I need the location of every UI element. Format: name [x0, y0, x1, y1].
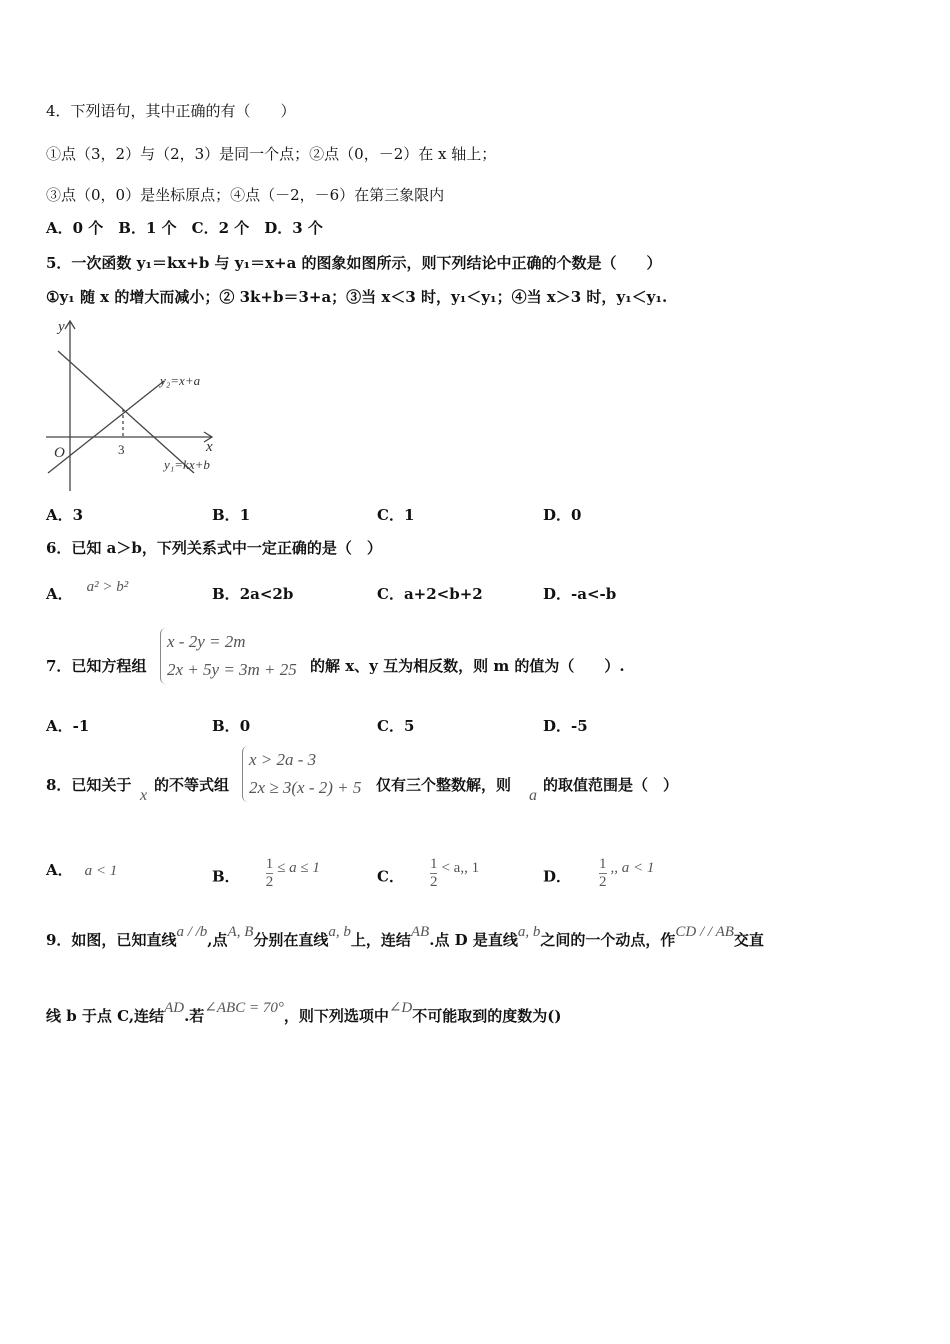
q8-var-x: x [140, 787, 148, 804]
q8-ineq1: x > 2a - 3 [249, 750, 317, 769]
q5-option-a[interactable]: A．3 [46, 506, 84, 524]
q8-option-c[interactable]: C． $\frac{1}{2}$ < a,, 1 [377, 856, 480, 890]
q8-c-fraction: $\frac{1}{2}$ [429, 856, 438, 890]
q8-prefix: 8．已知关于 [46, 776, 132, 794]
q5-stem: 5．一次函数 y₁＝kx+b 与 y₁＝x+a 的图象如图所示，则下列结论中正确的个数是（ ） [46, 254, 662, 272]
graph-label-decreasing: y₁=kx+b [164, 457, 210, 472]
graph-x-label: x [206, 439, 213, 455]
q7-option-b[interactable]: B．0 [212, 717, 251, 735]
q8-d-fraction: $\frac{1}{2}$ [599, 856, 607, 890]
q8-var-a: a [529, 787, 537, 804]
q8-b-fraction: $\frac{1}{2}$ [265, 856, 274, 890]
graph-tick-3: 3 [118, 442, 125, 457]
q6-option-b[interactable]: B．2a<2b [212, 585, 294, 603]
q7-option-c[interactable]: C．5 [377, 717, 415, 735]
q8-option-d[interactable]: D． $\frac{1}{2}$ ,, a < 1 [543, 856, 655, 890]
q5-option-c[interactable]: C．1 [377, 506, 415, 524]
q5-graph [44, 313, 234, 493]
q7-suffix: 的解 x、y 互为相反数，则 m 的值为（ ）. [310, 657, 625, 675]
q5-option-b[interactable]: B．1 [212, 506, 251, 524]
graph-origin-label: O [54, 445, 65, 461]
q8-suffix-2: 的取值范围是（ ） [543, 776, 679, 794]
q6-stem: 6．已知 a＞b，下列关系式中一定正确的是（ ） [46, 539, 382, 557]
q7-prefix: 7．已知方程组 [46, 657, 147, 675]
q9-line-1: 9．如图，已知直线a / /b,点A, B分别在直线a, b上，连结AB.点 D 是直线a, b之间的一个动点，作CD / / AB交直 [46, 924, 764, 949]
q8-suffix-1: 仅有三个整数解，则 [376, 776, 512, 794]
graph-line-decreasing [58, 351, 194, 473]
q8-option-a[interactable]: A． a < 1 [46, 861, 118, 879]
graph-y-label: y [58, 319, 65, 335]
q8-inequality-system [242, 746, 361, 802]
q6-option-c[interactable]: C．a+2<b+2 [377, 585, 483, 603]
q4-stem: 4．下列语句，其中正确的有（ ） [46, 102, 296, 120]
q8-mid: 的不等式组 [154, 776, 230, 794]
q7-option-d[interactable]: D．-5 [543, 717, 588, 735]
q4-options: A．0 个 B．1 个 C．2 个 D．3 个 [46, 219, 323, 237]
q5-conditions: ①y₁ 随 x 的增大而减小；② 3k+b＝3+a；③当 x＜3 时，y₁＜y₁；④当 x＞3 时，y₁＜y₁. [46, 288, 668, 306]
q9-line-2: 线 b 于点 C,连结AD.若∠ABC = 70°，则下列选项中∠D不可能取到的度数为() [46, 1000, 562, 1025]
q8-ineq2: 2x ≥ 3(x - 2) + 5 [249, 778, 362, 797]
q4-statement-2: ③点（0，0）是坐标原点；④点（－2，－6）在第三象限内 [46, 186, 445, 204]
q5-option-d[interactable]: D．0 [543, 506, 582, 524]
q4-statement-1: ①点（3，2）与（2，3）是同一个点；②点（0，－2）在 x 轴上； [46, 145, 497, 163]
q7-equation-system [160, 628, 297, 684]
q6-option-a[interactable]: A． a² > b² [46, 579, 129, 603]
q7-eq2: 2x + 5y = 3m + 25 [167, 660, 297, 679]
q7-eq1: x - 2y = 2m [167, 632, 246, 651]
q7-option-a[interactable]: A．-1 [46, 717, 90, 735]
graph-label-increasing: y₂=x+a [160, 373, 201, 388]
q6-option-d[interactable]: D．-a<-b [543, 585, 617, 603]
q8-option-b[interactable]: B． $\frac{1}{2}$ ≤ a ≤ 1 [212, 856, 320, 890]
